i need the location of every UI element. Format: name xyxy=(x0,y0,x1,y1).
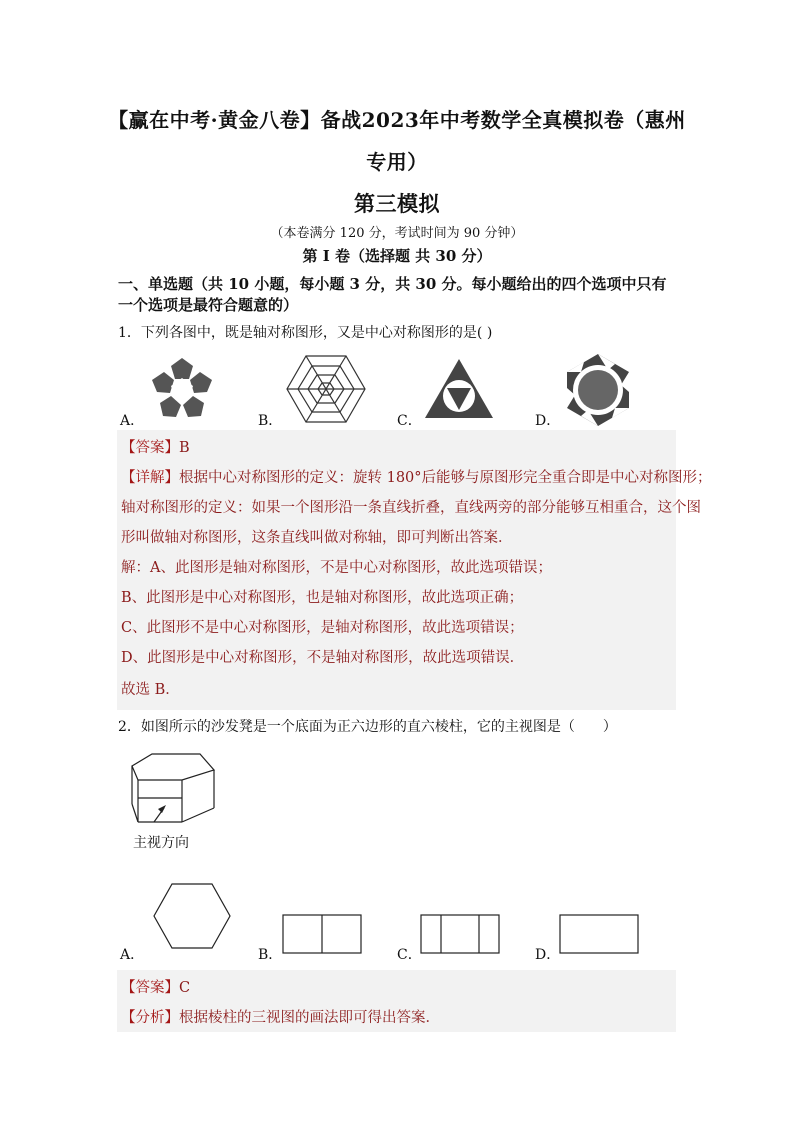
q1-solution-b: B、此图形是中心对称图形，也是轴对称图形，故此选项正确； xyxy=(121,590,524,606)
section-heading-line1: 一、单选题（共 10 小题，每小题 3 分，共 30 分。每小题给出的四个选项中只有 xyxy=(118,275,667,293)
volume-heading: 第 I 卷（选择题 共 30 分） xyxy=(302,247,492,265)
q1-option-a-figure xyxy=(146,352,218,424)
q2-answer-tag: 【答案】 xyxy=(121,980,179,996)
q1-answer-value: B xyxy=(179,440,190,456)
q1-solution-d: D、此图形是中心对称图形，不是轴对称图形，故此选项错误． xyxy=(121,650,525,666)
q2-analysis-tag: 【分析】 xyxy=(121,1010,179,1026)
q1-answer-tag: 【答案】 xyxy=(121,440,179,456)
q1-stem: 1．下列各图中，既是轴对称图形，又是中心对称图形的是( ) xyxy=(118,325,493,341)
q1-solution-a: 解：A、此图形是轴对称图形，不是中心对称图形，故此选项错误； xyxy=(121,560,552,576)
exam-name: 第三模拟 xyxy=(354,191,440,216)
section-heading-line2: 一个选项是最符合题意的） xyxy=(118,296,299,314)
q1-option-b-figure xyxy=(286,354,366,424)
q2-prism-figure xyxy=(126,752,218,828)
document-title-line1: 【赢在中考·黄金八卷】备战2023年中考数学全真模拟卷（惠州 xyxy=(108,108,686,132)
q1-option-b-label: B． xyxy=(258,413,283,429)
q2-option-a-figure xyxy=(152,882,232,950)
document-title-line2: 专用） xyxy=(366,150,428,174)
q2-answer-value: C xyxy=(179,980,191,996)
q1-detail-line2: 轴对称图形的定义：如果一个图形沿一条直线折叠，直线两旁的部分能够互相重合，这个图 xyxy=(121,500,701,516)
q2-option-b-figure xyxy=(282,914,362,954)
q2-answer-box xyxy=(117,970,676,1032)
q2-option-c-figure xyxy=(420,914,500,954)
q1-option-c-figure xyxy=(424,358,494,420)
q2-options-row xyxy=(118,880,678,965)
q1-option-d-label: D． xyxy=(535,413,561,429)
q1-conclusion: 故选 B． xyxy=(121,682,180,698)
q1-detail-tag: 【详解】 xyxy=(121,470,179,486)
q1-detail-line3: 形叫做轴对称图形，这条直线叫做对称轴，即可判断出答案． xyxy=(121,530,513,546)
q1-detail-line1: 根据中心对称图形的定义：旋转 180°后能够与原图形完全重合即是中心对称图形； xyxy=(179,470,712,486)
q2-stem: 2．如图所示的沙发凳是一个底面为正六边形的直六棱柱，它的主视图是（ ） xyxy=(118,719,617,735)
q1-option-c-label: C． xyxy=(397,413,422,429)
q2-view-direction-label: 主视方向 xyxy=(133,835,189,851)
q1-answer-box xyxy=(117,430,712,710)
q2-option-b-label: B． xyxy=(258,947,283,963)
q1-solution-c: C、此图形不是中心对称图形，是轴对称图形，故此选项错误； xyxy=(121,620,524,636)
q2-option-a-label: A． xyxy=(120,947,145,963)
q1-option-d-figure xyxy=(560,352,636,428)
q2-option-d-label: D． xyxy=(535,947,561,963)
exam-info: （本卷满分 120 分，考试时间为 90 分钟） xyxy=(270,226,524,241)
q1-options-row xyxy=(118,350,678,430)
q2-option-c-label: C． xyxy=(397,947,422,963)
q1-option-a-label: A． xyxy=(120,413,145,429)
q2-option-d-figure xyxy=(559,914,639,954)
q2-analysis-text: 根据棱柱的三视图的画法即可得出答案． xyxy=(179,1010,440,1026)
